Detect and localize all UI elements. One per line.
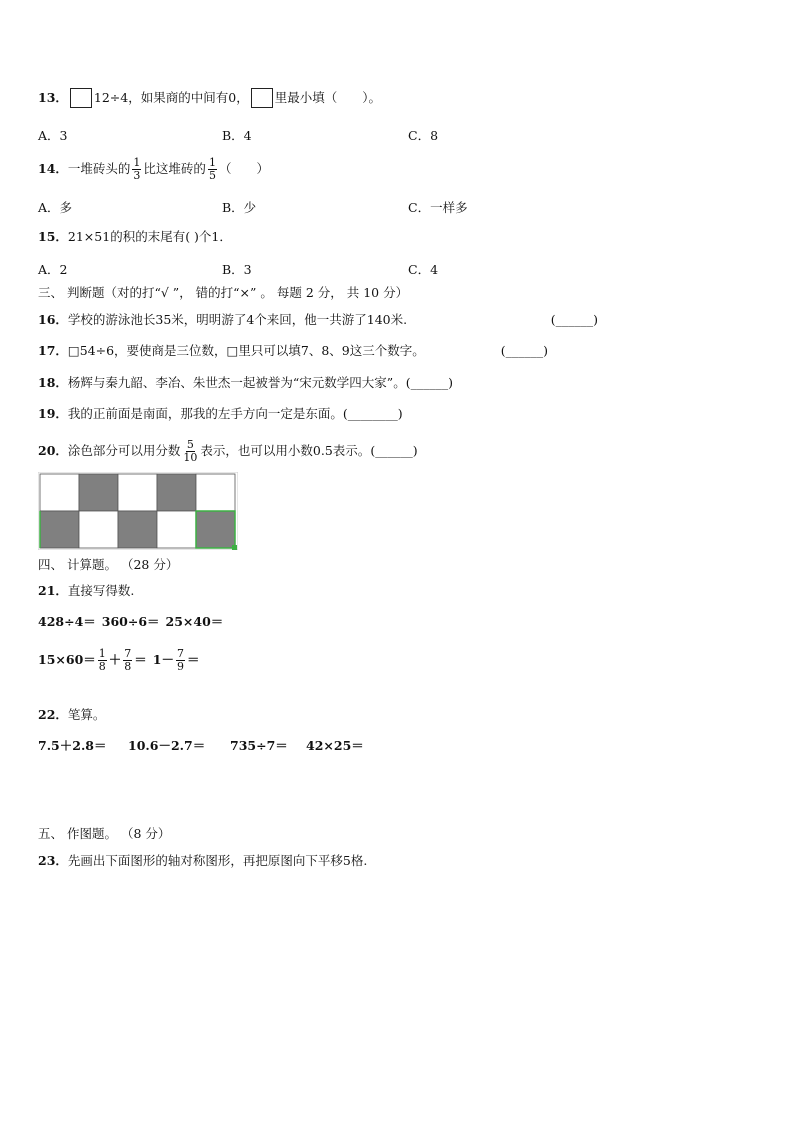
option-b[interactable]: B．4 — [222, 128, 252, 143]
question-number: 19． — [38, 406, 68, 421]
calc-item: 428÷4＝ — [38, 614, 96, 629]
question-number: 16． — [38, 312, 68, 327]
question-number: 17． — [38, 343, 68, 358]
answer-blank[interactable]: (________) — [342, 406, 403, 421]
grid-cell-blank — [79, 511, 118, 548]
answer-blank[interactable]: (______) — [370, 443, 418, 458]
question-number: 23． — [38, 853, 68, 868]
calc-item: 360÷6＝ — [101, 614, 160, 629]
question-text: 我的正前面是南面，那我的左手方向一定是东面。 — [67, 406, 343, 421]
question-20 — [38, 434, 418, 468]
grid-cell-blank — [40, 474, 79, 511]
question-text: 表示，也可以用小数0.5表示。 — [200, 443, 371, 458]
grid-cell-shaded — [118, 511, 157, 548]
question-text: 杨辉与秦九韶、李冶、朱世杰一起被誉为“宋元数学四大家”。 — [67, 375, 406, 390]
question-14 — [38, 154, 269, 184]
shaded-grid-figure — [38, 472, 238, 550]
question-number: 15． — [38, 229, 68, 244]
fraction — [182, 439, 198, 464]
question-number: 13． — [38, 90, 68, 105]
calc-item: 1－ — [152, 652, 174, 667]
calc-item: 735÷7＝ — [230, 738, 288, 753]
option-a[interactable]: A．3 — [38, 128, 68, 143]
grid-cell-shaded — [196, 511, 235, 548]
fraction-numerator: 7 — [177, 646, 184, 660]
question-text: 学校的游泳池长35米，明明游了4个来回，他一共游了140米. — [67, 312, 408, 327]
answer-blank[interactable]: (______) — [550, 312, 598, 327]
fraction-numerator: 1 — [208, 155, 216, 169]
fraction — [208, 157, 217, 182]
fraction — [132, 157, 141, 182]
question-number: 18． — [38, 375, 68, 390]
calc-row-2 — [38, 644, 200, 676]
fraction-numerator: 5 — [186, 437, 194, 451]
question-number: 22． — [38, 707, 68, 722]
fraction — [176, 648, 185, 673]
answer-box[interactable] — [70, 88, 92, 108]
question-22 — [38, 707, 105, 723]
option-c[interactable]: C．4 — [408, 262, 439, 277]
calc-row-1 — [38, 614, 223, 630]
fraction-numerator: 1 — [98, 646, 106, 660]
question-13 — [38, 88, 381, 108]
fraction-denominator: 8 — [124, 659, 132, 673]
option-a[interactable]: A．2 — [38, 262, 68, 277]
plus-sign: ＋ — [108, 652, 122, 667]
question-23 — [38, 853, 367, 869]
grid-cell-shaded — [157, 474, 196, 511]
option-b[interactable]: B．3 — [222, 262, 252, 277]
section-heading: 四、 计算题。 （28 分） — [38, 557, 179, 572]
question-text: 一堆砖头的 — [67, 161, 131, 176]
question-17 — [38, 343, 548, 359]
fraction — [123, 648, 132, 673]
answer-blank[interactable]: (______) — [500, 343, 548, 358]
option-c[interactable]: C．8 — [408, 128, 439, 143]
question-text: 直接写得数. — [67, 583, 135, 598]
fraction-denominator: 5 — [208, 168, 216, 182]
calc-item: 7.5＋2.8＝ — [38, 738, 107, 753]
calc-item: 42×25＝ — [306, 738, 364, 753]
question-text: 比这堆砖的 — [143, 161, 206, 176]
question-19 — [38, 406, 403, 422]
question-15 — [38, 229, 232, 245]
question-text: 里最小填（ ）。 — [274, 90, 381, 105]
grid-cell-shaded — [40, 511, 79, 548]
answer-blank[interactable]: (______) — [405, 375, 453, 390]
question-18 — [38, 375, 453, 391]
grid-cell-blank — [118, 474, 157, 511]
grid-cell-blank — [157, 511, 196, 548]
fraction-denominator: 8 — [98, 659, 106, 673]
question-text: 21×51的积的末尾有( )个1． — [67, 229, 232, 244]
calc-row-3 — [38, 738, 364, 754]
option-a[interactable]: A．多 — [38, 200, 73, 215]
question-number: 20． — [38, 443, 68, 458]
equals-sign: ＝ — [134, 652, 147, 667]
option-c[interactable]: C．一样多 — [408, 200, 468, 215]
section-heading: 三、 判断题（对的打“√ ”， 错的打“×” 。 每题 2 分， 共 10 分） — [38, 285, 409, 300]
question-text: □54÷6，要使商是三位数，□里只可以填7、8、9这三个数字。 — [67, 343, 425, 358]
answer-box[interactable] — [251, 88, 273, 108]
question-number: 21． — [38, 583, 68, 598]
fraction-numerator: 1 — [133, 155, 141, 169]
option-b[interactable]: B．少 — [222, 200, 257, 215]
grid-resize-handle[interactable] — [232, 545, 237, 550]
question-text: 先画出下面图形的轴对称图形，再把原图向下平移5格. — [67, 853, 368, 868]
fraction-denominator: 9 — [177, 659, 184, 673]
question-text: 涂色部分可以用分数 — [67, 443, 181, 458]
fraction — [98, 648, 107, 673]
calc-item: 25×40＝ — [165, 614, 224, 629]
fraction-denominator: 3 — [133, 168, 141, 182]
question-number: 14． — [38, 161, 68, 176]
grid-cell-shaded — [79, 474, 118, 511]
question-text: 笔算。 — [67, 707, 106, 722]
question-16 — [38, 312, 598, 328]
fraction-numerator: 7 — [124, 646, 132, 660]
calc-item: 15×60＝ — [38, 652, 96, 667]
section-heading: 五、 作图题。 （8 分） — [38, 826, 171, 841]
equals-sign: ＝ — [187, 652, 200, 667]
fraction-denominator: 10 — [183, 450, 198, 464]
question-text: 12÷4，如果商的中间有0， — [93, 90, 249, 105]
question-21 — [38, 583, 134, 599]
grid-cell-blank — [196, 474, 235, 511]
calc-item: 10.6－2.7＝ — [128, 738, 206, 753]
answer-parens[interactable]: （ ） — [218, 161, 269, 176]
